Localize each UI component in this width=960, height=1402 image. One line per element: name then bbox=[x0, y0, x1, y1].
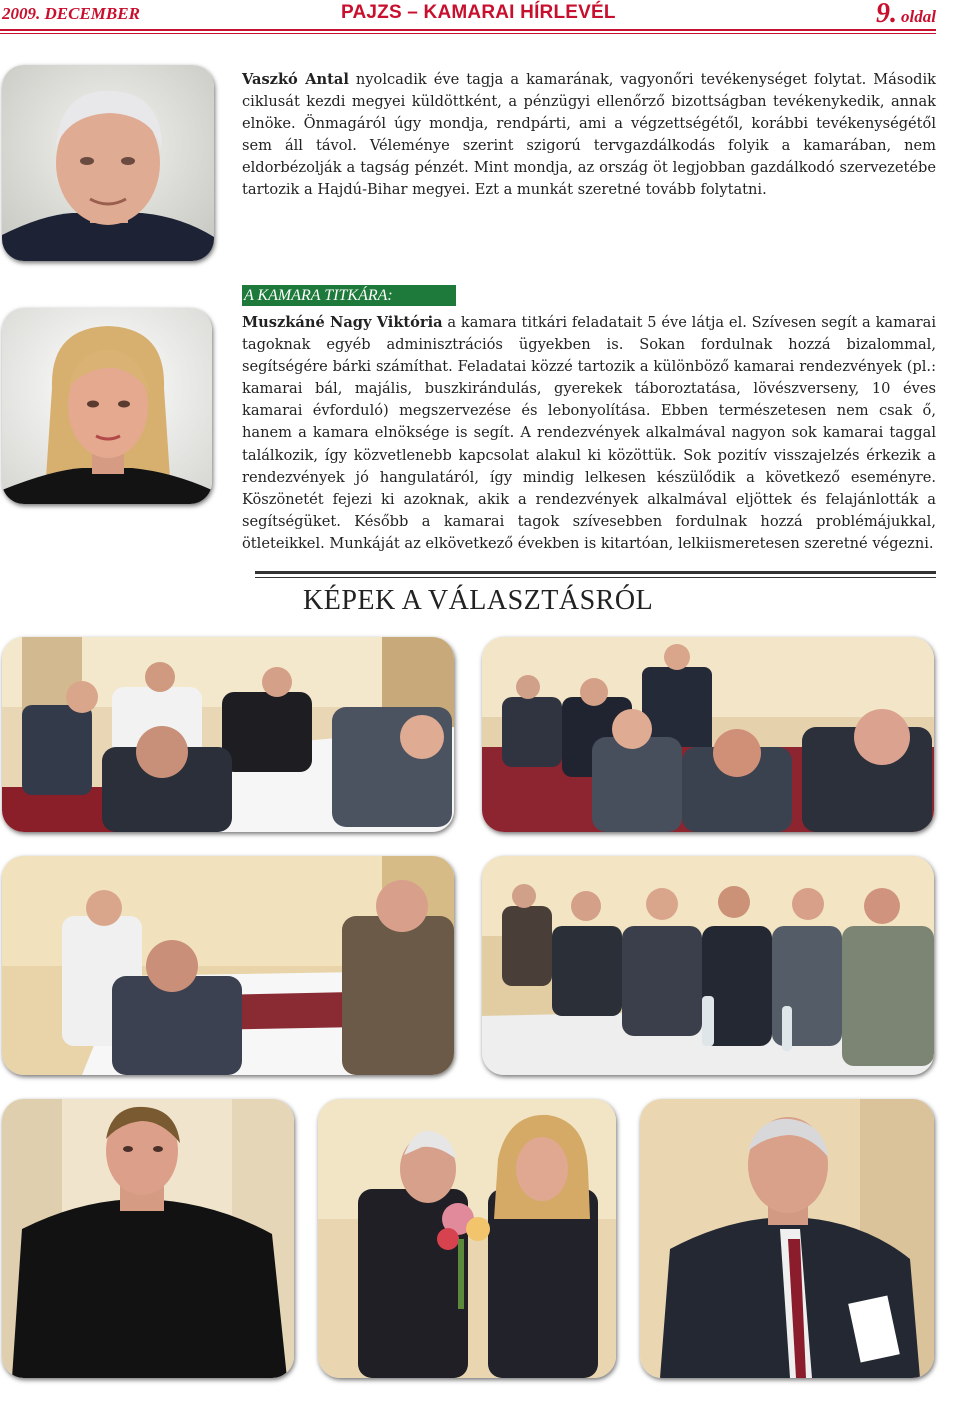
header-rule-thin bbox=[0, 33, 936, 34]
section-divider-thin bbox=[255, 577, 936, 578]
section-divider bbox=[255, 571, 936, 574]
newsletter-title: PAJZS – KAMARAI HÍRLEVÉL bbox=[341, 2, 616, 23]
member-portrait bbox=[2, 65, 214, 261]
header-rule bbox=[0, 29, 936, 31]
election-photo-6 bbox=[318, 1099, 616, 1378]
member-name: Vaszkó Antal bbox=[242, 71, 349, 88]
issue-date: 2009. DECEMBER bbox=[2, 4, 140, 23]
election-photo-2 bbox=[482, 637, 934, 832]
member-bio-paragraph bbox=[242, 69, 936, 202]
member-bio: nyolcadik éve tagja a kamarának, vagyonőri tevékenységet folytat. Második ciklusát kezdi megyei küldöttként, a pénzügyi ellenőrző bizottságban tevékenykedik, annak elnöke. Önmagáról úgy mondja, rendpárti, ami a végzettségétől, korábbi tevékenységétől sem áll távol. Véleménye szerint szigorú tervgazdálkodás folyik a kamarában, nem eldorbézolják a tagság pénzét. Mint mondja, az ország öt legjobban gazdálkodó szervezetébe tartozik a Hajdú-Bihar megyei. Ezt a munkát szeretné tovább folytatni. bbox=[242, 71, 936, 199]
election-photo-1 bbox=[2, 637, 454, 832]
secretary-bio: a kamara titkári feladatait 5 éve látja el. Szívesen segít a kamarai tagoknak egyéb adminisztrációs ügyekben is. Sokan fordulnak hozzá bizalommal, segítségére bárki számíthat. Feladatai közzé tartozik a különböző kamarai rendezvények (pl.: kamarai bál, majális, buszkirándulás, gyerekek táboroztatása, lövészverseny, 10 éves kamarai évforduló) megszervezése és lebonyolítása. Ebben természetesen nem csak ő, hanem a kamara elnöksége is segít. A rendezvények alkalmával nagyon sok kamarai taggal találkozik, így közvetlenebb kapcsolat alakul ki közöttük. Sok pozitív visszajelzés érkezik a rendezvények jó hangulatáról, így mindig lelkesen készülődik a következő eseményre. Köszönetét fejezi ki azoknak, akik a rendezvények alkalmával eljöttek és felajánlották a segítségüket. Később a kamarai tagok szívesebben fordulnak hozzá problémájukkal, ötleteikkel. Munkáját az elkövetkező években is kitartóan, lelkiismeretesen szeretné végezni. bbox=[242, 314, 936, 552]
page-indicator bbox=[876, 0, 936, 30]
gallery-title: KÉPEK A VÁLASZTÁSRÓL bbox=[303, 585, 654, 616]
election-photo-7 bbox=[640, 1099, 934, 1378]
secretary-section-label: A KAMARA TITKÁRA: bbox=[242, 285, 456, 306]
secretary-name: Muszkáné Nagy Viktória bbox=[242, 314, 443, 331]
page-number: 9. bbox=[876, 0, 898, 29]
secretary-portrait bbox=[2, 308, 212, 504]
election-photo-4 bbox=[482, 856, 934, 1075]
page-label: oldal bbox=[901, 7, 936, 26]
election-photo-5 bbox=[2, 1099, 294, 1378]
election-photo-3 bbox=[2, 856, 454, 1075]
secretary-bio-paragraph bbox=[242, 312, 936, 555]
page-header bbox=[0, 0, 960, 30]
